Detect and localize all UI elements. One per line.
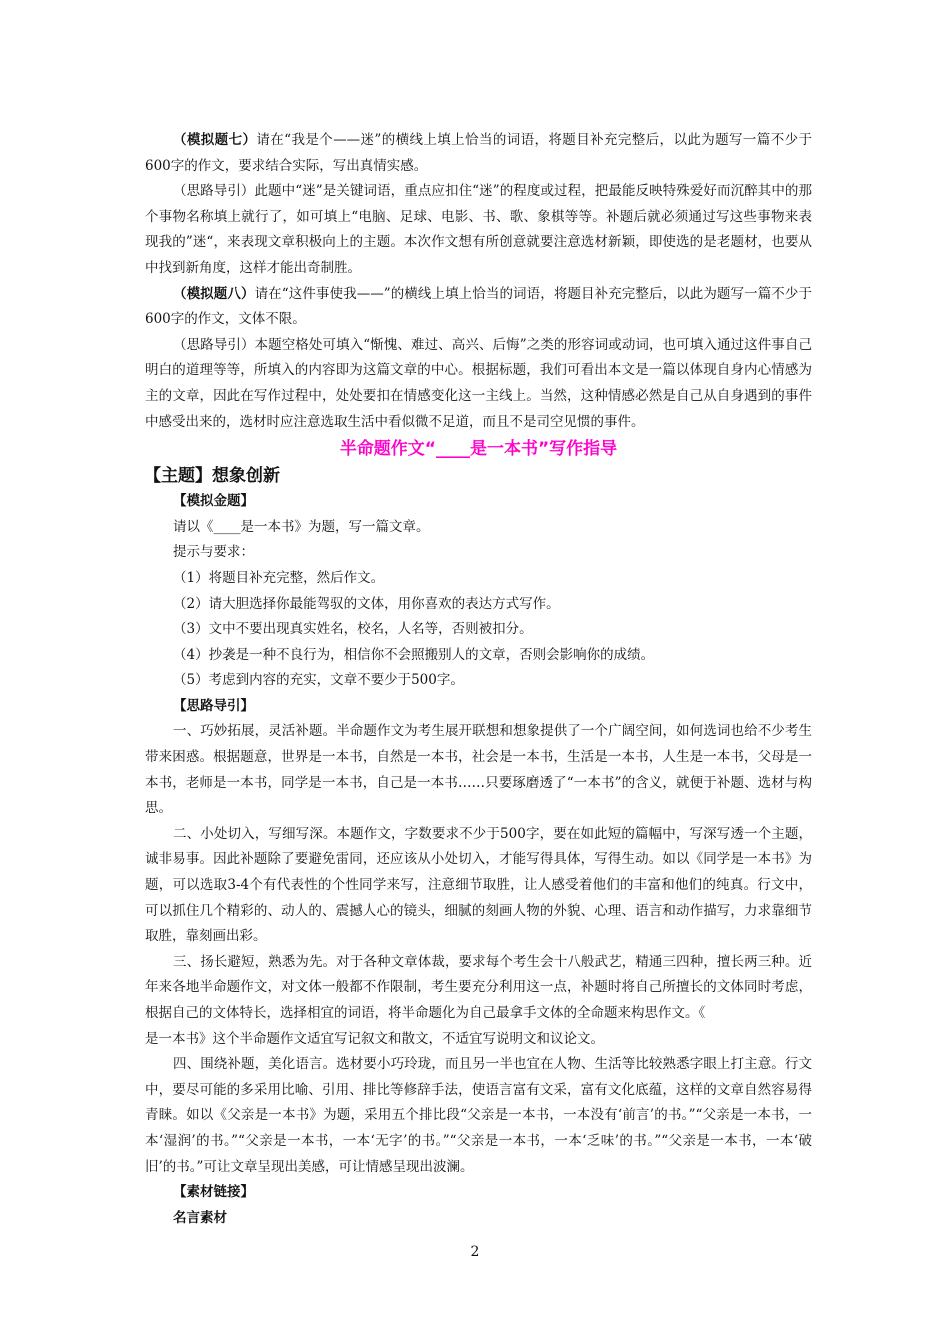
mock-question-7-label: （模拟题七）: [173, 132, 257, 148]
requirement-item: （3）文中不要出现真实姓名，校名，人名等，否则被扣分。: [173, 621, 533, 638]
quotes-heading: 名言素材: [173, 1209, 227, 1226]
mock-question-8-text: 请在“这件事使我——”的横线上填上恰当的词语，将题目补充完整后，以此为题写一篇不少于600字的作文，文体不限。: [145, 285, 812, 328]
guide-paragraph: 是一本书》这个半命题作文适宜写记叙文和散文，不适宜写说明文和议论文。: [145, 1030, 604, 1047]
mock-question-7-text: 请在“我是个——迷”的横线上填上恰当的词语，将题目补充完整后，以此为题写一篇不少于600字的作文，要求结合实际，写出真情实感。: [145, 132, 812, 174]
guide-paragraph: 四、围绕补题，美化语言。选材要小巧玲珑，而且另一半也宜在人物、生活等比较熟悉字眼上打主意。行文中，要尽可能的多采用比喻、引用、排比等修辞手法，使语言富有文采，富有文化底蕴，这样的文章自然容易得青睐。如以《父亲是一本书》为题，采用五个排比段“父亲是一本书，一本没有‘前言’的书。”“父亲是一本书，一本‘湿润’的书。”“父亲是一本书，一本‘无字’的书。”“父亲是一本书，一本‘乏味’的书。”“父亲是一本书，一本‘破旧’的书。”可让文章呈现出美感，可让情感呈现出波澜。: [145, 1056, 812, 1175]
mock-question-8-guide: （思路导引）本题空格处可填入“惭愧、难过、高兴、后悔”之类的形容词或动词，也可填入通过这件事自己明白的道理等等，所填入的内容即为这篇文章的中心。根据标题，我们可看出本文是一篇以体现自身内心情感为主的文章，因此在写作过程中，处处要扣在情感变化这一主线上。当然，这种情感必然是自己从自身遇到的事件中感受出来的，选材时应注意选取生活中看似微不足道，而且不是司空见惯的事件。: [145, 336, 812, 430]
mock-question-8: [145, 282, 812, 333]
requirements-label: 提示与要求：: [173, 544, 254, 561]
section-title: 半命题作文“____是一本书”写作指导: [339, 439, 618, 460]
requirement-item: （2）请大胆选择你最能驾驭的文体，用你喜欢的表达方式写作。: [173, 595, 560, 612]
guide-paragraph: 二、小处切入，写细写深。本题作文，字数要求不少于500字，要在如此短的篇幅中，写深写透一个主题，诚非易事。因此补题除了要避免雷同，还应该从小处切入，才能写得具体，写得生动。如以《同学是一本书》为题，可以选取3-4个有代表性的个性同学来写，注意细节取胜，让人感受着他们的丰富和他们的纯真。行文中，可以抓住几个精彩的、动人的、震撼人心的镜头，细腻的刻画人物的外貌、心理、语言和动作描写，力求靠细节取胜，靠刻画出彩。: [145, 825, 812, 945]
guide-paragraph: 三、扬长避短，熟悉为先。对于各种文章体裁，要求每个考生会十八般武艺，精通三四种，擅长两三种。近年来各地半命题作文，对文体一般都不作限制，考生要充分利用这一点，补题时将自己所擅长的文体同时考虑，根据自己的文体特长，选择相宜的词语，将半命题化为自己最拿手文体的全命题来构思作文。《: [145, 953, 812, 1021]
requirement-item: （4）抄袭是一种不良行为，相信你不会照搬别人的文章，否则会影响你的成绩。: [173, 646, 655, 663]
page-number: 2: [470, 1244, 480, 1260]
mock-question-8-label: （模拟题八）: [173, 285, 255, 302]
material-heading: 【素材链接】: [173, 1184, 254, 1201]
mock-question-7-guide: （思路导引）此题中“迷”是关键词语，重点应扣住“迷”的程度或过程，把最能反映特殊爱好而沉醉其中的那个事物名称填上就行了，如可填上“电脑、足球、电影、书、歌、象棋等等。补题后就必须通过写这些事物来表现我的”迷“，来表现文章积极向上的主题。本次作文想有所创意就要注意选材新颖，即使选的是老题材，也要从中找到新角度，这样才能出奇制胜。: [145, 183, 812, 276]
requirement-item: （5）考虑到内容的充实，文章不要少于500字。: [173, 672, 464, 689]
guide-heading: 【思路导引】: [173, 697, 254, 714]
theme-heading: 【主题】想象创新: [144, 466, 280, 487]
mock-question-7: [145, 128, 812, 179]
mock-gold-heading: 【模拟金题】: [173, 493, 254, 510]
requirement-item: （1）将题目补充完整，然后作文。: [173, 569, 385, 586]
guide-paragraph: 一、巧妙拓展，灵活补题。半命题作文为考生展开联想和想象提供了一个广阔空间，如何选词也给不少考生带来困惑。根据题意，世界是一本书，自然是一本书，社会是一本书，生活是一本书，人生是一本书，父母是一本书，老师是一本书，同学是一本书，自己是一本书……只要琢磨透了“一本书”的含义，就便于补题、选材与构思。: [145, 723, 812, 817]
essay-prompt: 请以《____是一本书》为题，写一篇文章。: [173, 518, 430, 535]
